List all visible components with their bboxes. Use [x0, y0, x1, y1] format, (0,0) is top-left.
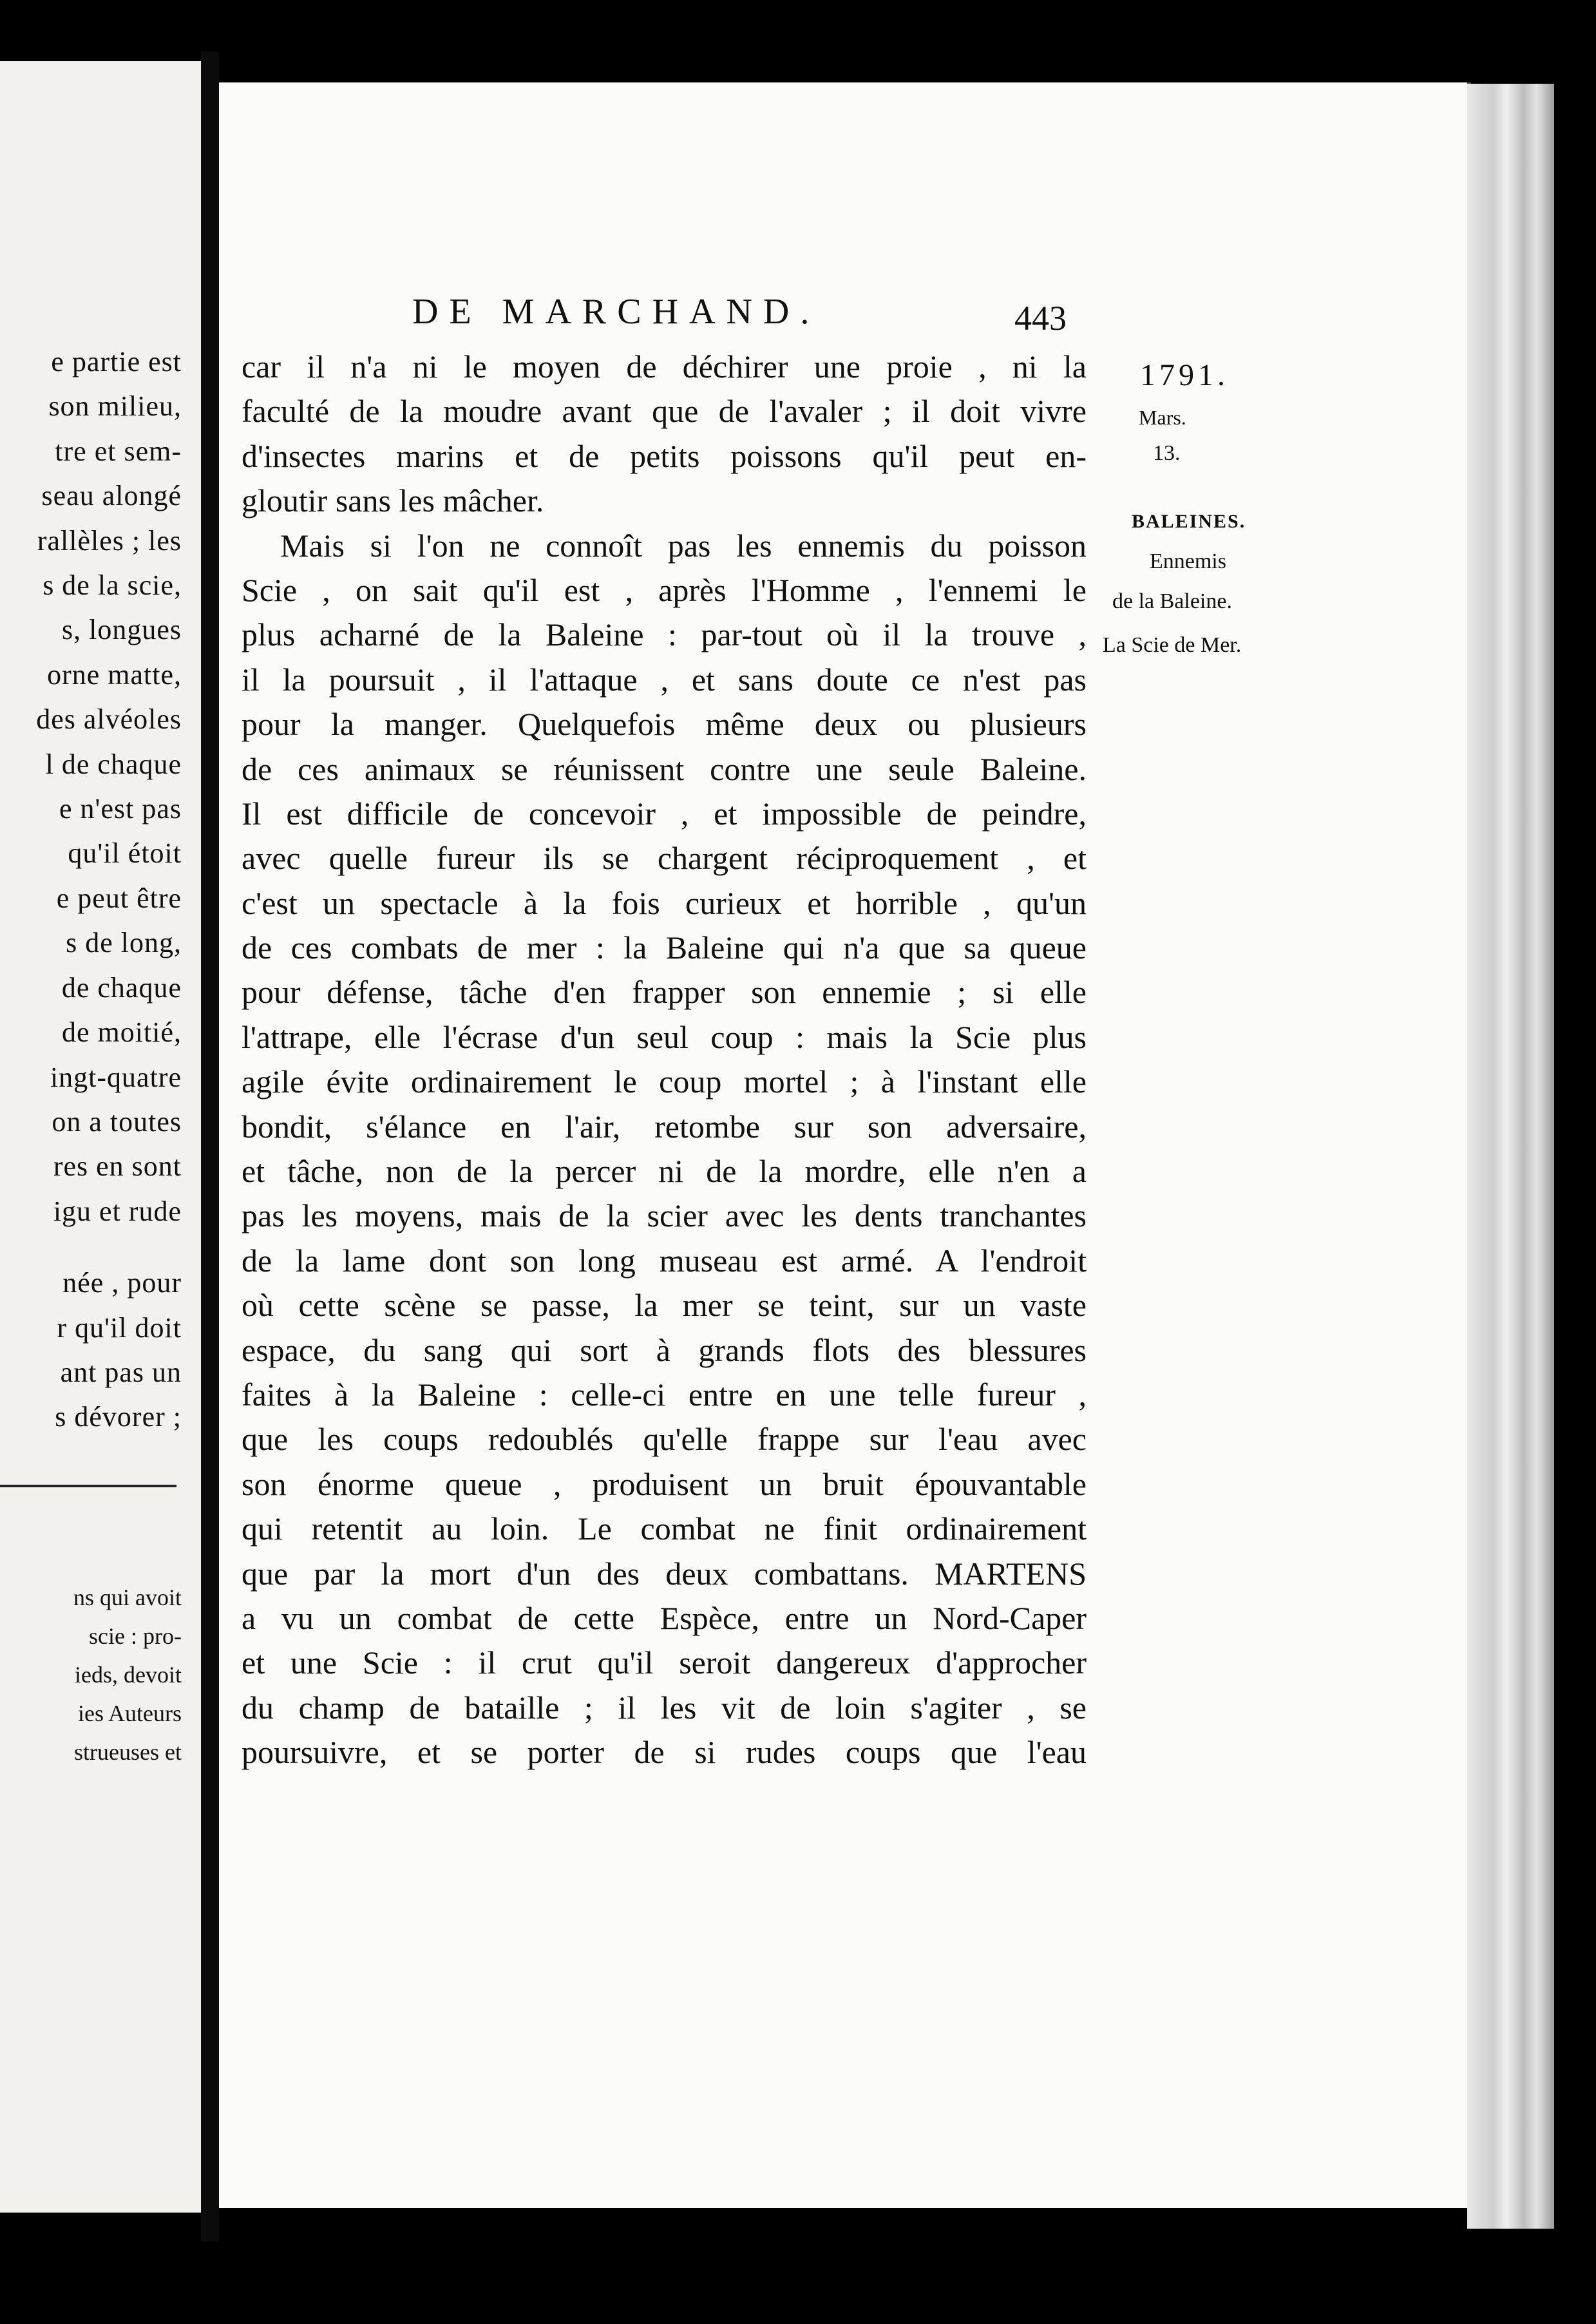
- text-line: poursuivre, et se porter de si rudes coups que l'eau: [242, 1734, 1087, 1771]
- text-line: car il n'a ni le moyen de déchirer une proie , ni la: [242, 348, 1087, 385]
- footnote-line: ns qui avoit: [73, 1585, 182, 1610]
- margin-topic-line: La Scie de Mer.: [1103, 633, 1242, 657]
- facing-page-footnotes: [0, 1578, 182, 1771]
- margin-year: 1791.: [1140, 358, 1229, 392]
- facing-line: s, longues: [62, 614, 182, 646]
- text-line: faculté de la moudre avant que de l'avaler ; il doit vivre: [242, 393, 1087, 430]
- text-line: pas les moyens, mais de la scier avec les dents tranchantes: [242, 1197, 1087, 1234]
- footnote-line: ies Auteurs: [78, 1700, 182, 1726]
- text-line: agile évite ordinairement le coup mortel ; à l'instant elle: [242, 1063, 1087, 1100]
- text-line: du champ de bataille ; il les vit de loin s'agiter , se: [242, 1689, 1087, 1726]
- facing-line: de moitié,: [62, 1016, 182, 1049]
- facing-page-column: [0, 339, 182, 1440]
- text-line: Il est difficile de concevoir , et impossible de peindre,: [242, 795, 1087, 832]
- facing-line: née , pour: [62, 1267, 182, 1299]
- text-line: Mais si l'on ne connoît pas les ennemis du poisson: [280, 527, 1087, 564]
- page-edges: [1467, 84, 1554, 2229]
- text-line: pour défense, tâche d'en frapper son ennemie ; si elle: [242, 974, 1087, 1011]
- text-line: il la poursuit , il l'attaque , et sans doute ce n'est pas: [242, 661, 1087, 698]
- facing-line: on a toutes: [52, 1105, 182, 1138]
- facing-line: des alvéoles: [36, 703, 182, 736]
- facing-line: seau alongé: [41, 480, 182, 512]
- facing-line: ingt-quatre: [50, 1061, 182, 1093]
- text-line: et tâche, non de la percer ni de la mordre, elle n'en a: [242, 1153, 1087, 1190]
- text-line: espace, du sang qui sort à grands flots des blessures: [242, 1331, 1087, 1368]
- facing-line: rallèles ; les: [37, 524, 182, 557]
- facing-line: r qu'il doit: [57, 1311, 182, 1344]
- margin-topic-line: de la Baleine.: [1112, 589, 1232, 613]
- text-line: Scie , on sait qu'il est , après l'Homme , l'ennemi le: [242, 571, 1087, 608]
- page-number: 443: [1014, 299, 1067, 338]
- text-line: de ces combats de mer : la Baleine qui n'a que sa queue: [242, 929, 1087, 966]
- facing-line: e n'est pas: [59, 793, 182, 825]
- text-line: de la lame dont son long museau est armé. A l'endroit: [242, 1242, 1087, 1279]
- text-line: gloutir sans les mâcher.: [242, 482, 544, 519]
- footnote-line: ieds, devoit: [75, 1662, 182, 1688]
- text-line: et une Scie : il crut qu'il seroit dangereux d'approcher: [242, 1644, 1087, 1681]
- facing-line: de chaque: [61, 971, 182, 1004]
- text-line: que les coups redoublés qu'elle frappe sur l'eau avec: [242, 1421, 1087, 1458]
- facing-line: e partie est: [51, 346, 182, 377]
- facing-line: orne matte,: [47, 658, 182, 691]
- margin-day: 13.: [1153, 441, 1181, 465]
- text-line: l'attrape, elle l'écrase d'un seul coup : mais la Scie plus: [242, 1018, 1087, 1055]
- text-line: a vu un combat de cette Espèce, entre un Nord-Caper: [242, 1599, 1087, 1636]
- facing-line: tre et sem-: [55, 435, 182, 467]
- book-gutter: [201, 52, 219, 2242]
- text-line: faites à la Baleine : celle-ci entre en une telle fureur ,: [242, 1376, 1087, 1413]
- margin-heading: BALEINES.: [1132, 511, 1246, 532]
- footnote-line: strueuses et: [74, 1739, 182, 1765]
- text-line: c'est un spectacle à la fois curieux et horrible , qu'un: [242, 884, 1087, 921]
- facing-line: igu et rude: [53, 1195, 182, 1227]
- text-line: que par la mort d'un des deux combattans. MARTENS: [242, 1555, 1087, 1592]
- text-line: pour la manger. Quelquefois même deux ou plusieurs: [242, 706, 1087, 743]
- text-line: avec quelle fureur ils se chargent réciproquement , et: [242, 840, 1087, 877]
- facing-line: qu'il étoit: [68, 837, 182, 870]
- margin-month: Mars.: [1139, 406, 1186, 429]
- footnote-line: scie : pro-: [89, 1623, 182, 1649]
- facing-line: s de long,: [66, 927, 182, 959]
- text-line: son énorme queue , produisent un bruit épouvantable: [242, 1465, 1087, 1502]
- footnote-rule: [0, 1485, 176, 1487]
- facing-line: s de la scie,: [43, 569, 182, 602]
- facing-line: ant pas un: [60, 1356, 182, 1388]
- facing-line: e peut être: [56, 882, 182, 914]
- facing-line: res en sont: [53, 1150, 182, 1183]
- text-line: bondit, s'élance en l'air, retombe sur son adversaire,: [242, 1108, 1087, 1145]
- margin-topic-line: Ennemis: [1150, 549, 1226, 573]
- text-line: de ces animaux se réunissent contre une seule Baleine.: [242, 750, 1087, 787]
- text-line: d'insectes marins et de petits poissons qu'il peut en-: [242, 437, 1087, 474]
- facing-line: son milieu,: [48, 390, 182, 423]
- text-line: qui retentit au loin. Le combat ne finit ordinairement: [242, 1510, 1087, 1547]
- text-line: plus acharné de la Baleine : par-tout où il la trouve ,: [242, 616, 1087, 653]
- facing-page: [0, 61, 201, 2213]
- facing-line: l de chaque: [45, 748, 182, 780]
- running-title: DE MARCHAND.: [412, 292, 821, 332]
- facing-line: s dévorer ;: [55, 1401, 182, 1433]
- text-line: où cette scène se passe, la mer se teint, sur un vaste: [242, 1287, 1087, 1324]
- body-text: [242, 345, 1087, 1775]
